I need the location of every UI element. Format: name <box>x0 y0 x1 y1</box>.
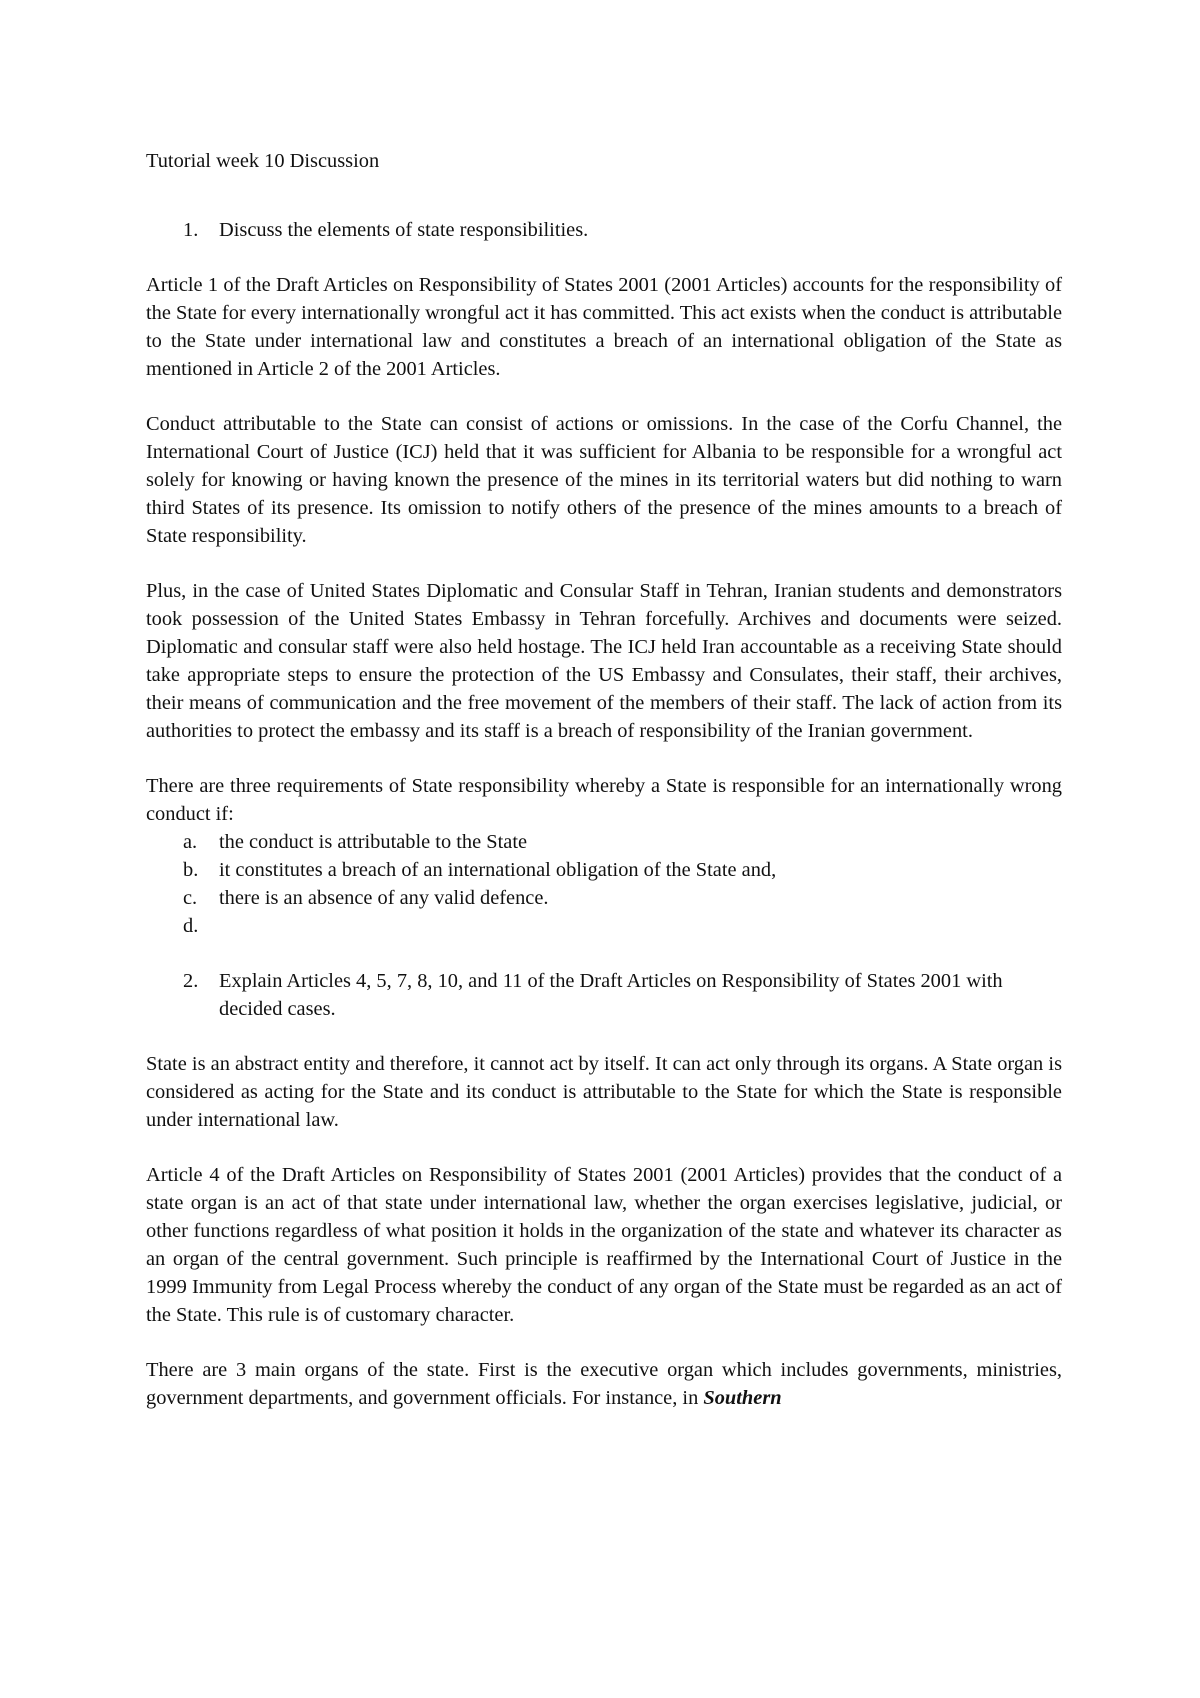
list-item <box>146 912 1062 940</box>
question-1-number: 1. <box>183 219 199 241</box>
question-1 <box>146 216 1062 244</box>
paragraph-corfu-channel: Conduct attributable to the State can consist of actions or omissions. In the case of the Corfu Channel, the International Court of Justice (ICJ) held that it was sufficient for Albania to be responsible for a wrongful act solely for knowing or having known the presence of the mines in its territorial waters but did nothing to warn third States of its presence. Its omission to notify others of the presence of the mines amounts to a breach of State responsibility. <box>146 413 1062 547</box>
list-item-text: there is an absence of any valid defence. <box>219 887 549 909</box>
question-2-number: 2. <box>183 970 199 992</box>
paragraph-state-organs-intro: State is an abstract entity and therefore, it cannot act by itself. It can act only through its organs. A State organ is considered as acting for the State and its conduct is attributable to the State for which the State is responsible under international law. <box>146 1053 1062 1131</box>
question-1-text: Discuss the elements of state responsibilities. <box>219 219 589 241</box>
list-item-letter: c. <box>183 887 198 909</box>
paragraph-tehran-case: Plus, in the case of United States Diplomatic and Consular Staff in Tehran, Iranian students and demonstrators took possession of the United States Embassy in Tehran forcefully. Archives and documents were seized. Diplomatic and consular staff were also held hostage. The ICJ held Iran accountable as a receiving State should take appropriate steps to ensure the protection of the US Embassy and Consulates, their staff, their archives, their means of communication and the free movement of the members of their staff. The lack of action from its authorities to protect the embassy and its staff is a breach of responsibility of the Iranian government. <box>146 580 1062 742</box>
list-item-text: the conduct is attributable to the State <box>219 831 528 853</box>
list-item <box>146 856 1062 884</box>
paragraph-main-organs <box>146 1356 1062 1412</box>
question-2-text: Explain Articles 4, 5, 7, 8, 10, and 11 of the Draft Articles on Responsibility of States 2001 with decided cases. <box>219 970 1003 1020</box>
document-title: Tutorial week 10 Discussion <box>146 150 380 172</box>
requirements-list <box>146 828 1062 940</box>
list-item-text <box>219 912 1062 940</box>
list-item-letter: a. <box>183 831 198 853</box>
list-item <box>146 828 1062 856</box>
question-2 <box>146 967 1062 1023</box>
list-item <box>146 884 1062 912</box>
paragraph-main-organs-text: There are 3 main organs of the state. First is the executive organ which includes governments, ministries, government departments, and government officials. For instance, in <box>146 1359 1062 1409</box>
list-item-letter: b. <box>183 859 199 881</box>
case-name-emphasis: Southern <box>703 1387 782 1409</box>
list-item-letter: d. <box>183 915 199 937</box>
list-item-text: it constitutes a breach of an international obligation of the State and, <box>219 859 777 881</box>
paragraph-requirements-intro: There are three requirements of State responsibility whereby a State is responsible for an internationally wrong conduct if: <box>146 775 1062 825</box>
paragraph-article-1: Article 1 of the Draft Articles on Responsibility of States 2001 (2001 Articles) accounts for the responsibility of the State for every internationally wrongful act it has committed. This act exists when the conduct is attributable to the State under international law and constitutes a breach of an international obligation of the State as mentioned in Article 2 of the 2001 Articles. <box>146 274 1062 380</box>
paragraph-article-4: Article 4 of the Draft Articles on Responsibility of States 2001 (2001 Articles) provides that the conduct of a state organ is an act of that state under international law, whether the organ exercises legislative, judicial, or other functions regardless of what position it holds in the organization of the state and whatever its character as an organ of the central government. Such principle is reaffirmed by the International Court of Justice in the 1999 Immunity from Legal Process whereby the conduct of any organ of the State must be regarded as an act of the State. This rule is of customary character. <box>146 1164 1062 1326</box>
document-body <box>146 147 1062 1439</box>
